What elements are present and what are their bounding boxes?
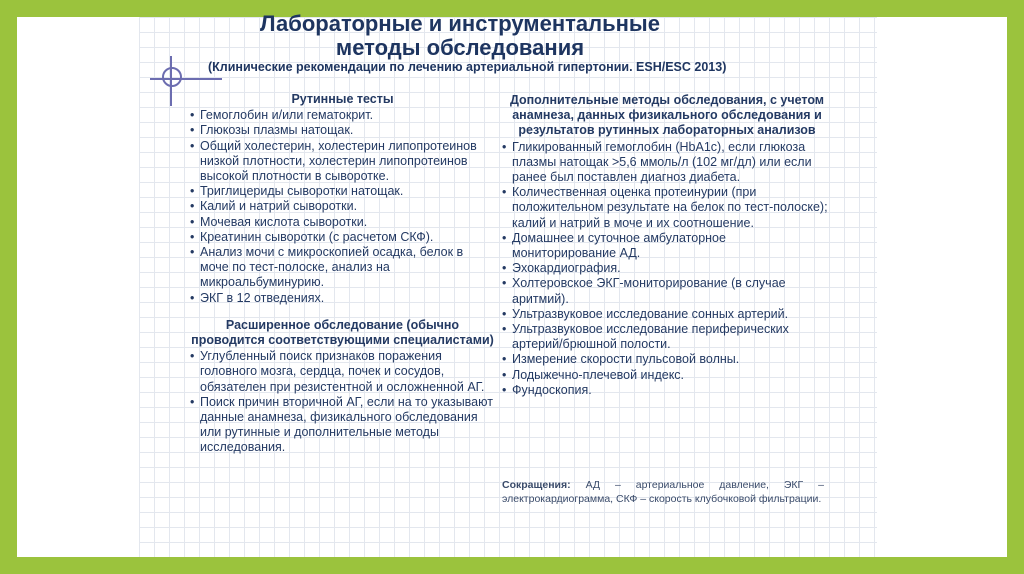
section-spacer: [190, 306, 495, 318]
list-item: • Лодыжечно-плечевой индекс.: [502, 368, 832, 383]
title-line-2: методы обследования: [335, 35, 585, 60]
abbreviations-note: [502, 478, 824, 506]
list-item: • Количественная оценка протеинурии (при положительном результате на белок по тест-полоске); калий и натрий в моче и их соотношение.: [502, 185, 832, 231]
title-line-1: Лабораторные и инструментальные: [260, 11, 660, 36]
extended-exam-heading: Расширенное обследование (обычно проводится соответствующими специалистами): [191, 317, 494, 348]
routine-tests-heading: Рутинные тесты: [291, 92, 394, 106]
additional-methods-heading: Дополнительные методы обследования, с учетом анамнеза, данных физикального обследования и результатов рутинных лабораторных анализов: [509, 93, 825, 138]
list-item: • Углубленный поиск признаков поражения головного мозга, сердца, почек и сосудов, обязателен при резистентной и осложненной АГ.: [190, 349, 495, 395]
list-item: • Триглицериды сыворотки натощак.: [190, 184, 495, 199]
list-item: • Мочевая кислота сыворотки.: [190, 215, 495, 230]
list-item: • Глюкозы плазмы натощак.: [190, 123, 495, 138]
page-title: [180, 12, 740, 60]
list-item: • Домашнее и суточное амбулаторное мониторирование АД.: [502, 231, 832, 261]
list-item: • ЭКГ в 12 отведениях.: [190, 291, 495, 306]
list-item: • Ультразвуковое исследование периферических артерий/брюшной полости.: [502, 322, 832, 352]
right-column: [502, 93, 832, 398]
list-item: • Эхокардиография.: [502, 261, 832, 276]
crosshair-circle-icon: [162, 67, 182, 87]
list-item: • Ультразвуковое исследование сонных артерий.: [502, 307, 832, 322]
abbreviations-text: АД – артериальное давление, ЭКГ – электрокардиограмма, СКФ – скорость клубочковой фильтрации.: [502, 479, 824, 505]
list-item: • Фундоскопия.: [502, 383, 832, 398]
list-item: • Гемоглобин и/или гематокрит.: [190, 108, 495, 123]
list-item: • Общий холестерин, холестерин липопротеинов низкой плотности, холестерин липопротеинов высокой плотности в сыворотке.: [190, 139, 495, 185]
list-item: • Анализ мочи с микроскопией осадка, белок в моче по тест-полоске, анализ на микроальбуминурию.: [190, 245, 495, 291]
abbreviations-label: Сокращения:: [502, 479, 571, 491]
left-column: [190, 92, 495, 456]
list-item: • Калий и натрий сыворотки.: [190, 199, 495, 214]
additional-methods-list: [502, 140, 832, 398]
routine-tests-list: [190, 108, 495, 306]
list-item: • Измерение скорости пульсовой волны.: [502, 352, 832, 367]
crosshair-decoration-horizontal: [150, 78, 222, 80]
list-item: • Холтеровское ЭКГ-мониторирование (в случае аритмий).: [502, 276, 832, 306]
list-item: • Гликированный гемоглобин (HbA1c), если глюкоза плазмы натощак >5,6 ммоль/л (102 мг/дл) или если ранее был поставлен диагноз диабета.: [502, 140, 832, 186]
list-item: • Креатинин сыворотки (с расчетом СКФ).: [190, 230, 495, 245]
list-item: • Поиск причин вторичной АГ, если на то указывают данные анамнеза, физикального обследования или рутинные и дополнительные методы исследования.: [190, 395, 495, 456]
page-subtitle: (Клинические рекомендации по лечению артериальной гипертонии. ESH/ESC 2013): [208, 60, 727, 74]
extended-exam-list: [190, 349, 495, 455]
